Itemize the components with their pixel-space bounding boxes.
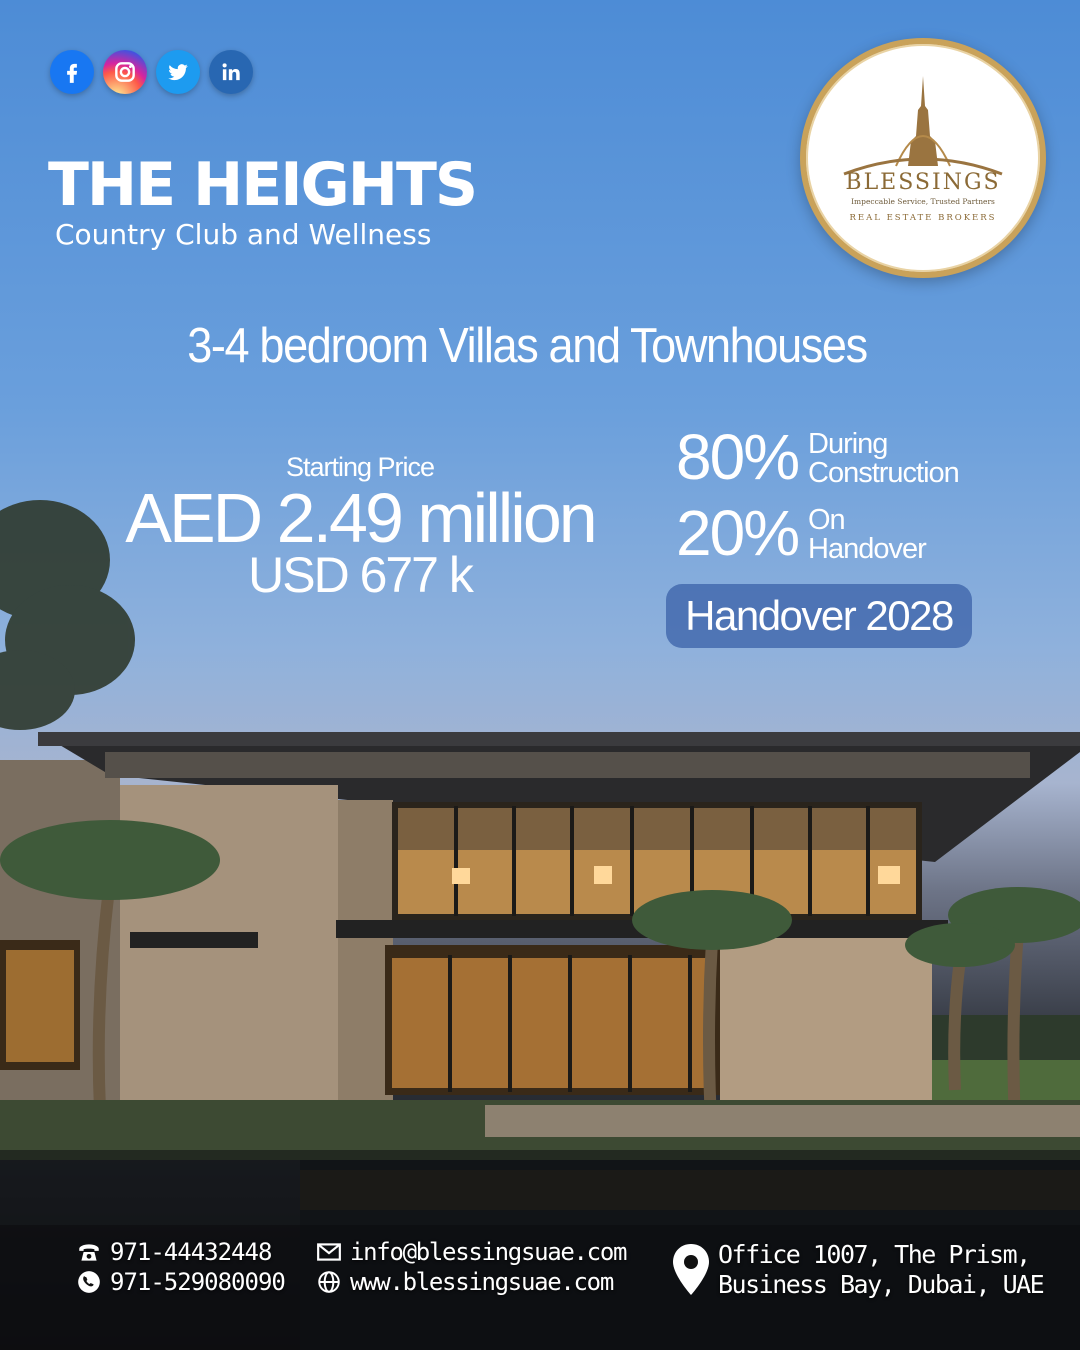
email-address[interactable]: info@blessingsuae.com [350, 1238, 627, 1266]
blessings-logo [800, 38, 1046, 278]
plan-percent-construction: 80% [676, 421, 799, 493]
globe-icon [316, 1269, 342, 1295]
logo-name: BLESSINGS [845, 170, 1001, 195]
phone-row[interactable] [76, 1238, 271, 1266]
location-pin-icon [670, 1242, 712, 1298]
price-aed: AED 2.49 million [125, 479, 595, 557]
project-subtitle: Country Club and Wellness [55, 218, 432, 251]
handover-badge: Handover 2028 [666, 584, 972, 648]
twitter-icon[interactable] [156, 50, 200, 94]
phone-number[interactable]: 971-44432448 [110, 1238, 272, 1266]
address-line: Business Bay, Dubai, UAE [718, 1270, 1044, 1299]
plan-label-handover [808, 506, 926, 564]
starting-price-label: Starting Price [285, 452, 435, 482]
mail-icon [316, 1239, 342, 1265]
plan-percent-handover: 20% [676, 497, 799, 569]
plan-label-construction [808, 430, 959, 488]
headline: 3-4 bedroom Villas and Townhouses [187, 319, 867, 373]
linkedin-icon[interactable] [209, 50, 253, 94]
social-icons [50, 50, 253, 94]
plan-label-line: During [808, 428, 888, 460]
plan-label-line: Construction [808, 457, 959, 489]
logo-tagline: Impeccable Service, Trusted Partners [851, 197, 995, 206]
plan-label-line: On [808, 504, 845, 536]
telephone-icon [76, 1239, 102, 1265]
logo-subline: REAL ESTATE BROKERS [849, 213, 997, 223]
whatsapp-row[interactable] [76, 1268, 285, 1296]
whatsapp-number[interactable]: 971-529080090 [110, 1268, 285, 1296]
plan-label-line: Handover [808, 533, 926, 565]
whatsapp-icon [76, 1269, 102, 1295]
project-title: THE HEIGHTS [48, 150, 477, 220]
price-usd: USD 677 k [248, 547, 472, 603]
address-line: Office 1007, The Prism, [718, 1240, 1030, 1269]
facebook-icon[interactable] [50, 50, 94, 94]
email-row[interactable] [316, 1238, 626, 1266]
burj-logo-icon [826, 66, 1020, 256]
website-row[interactable] [316, 1268, 613, 1296]
office-address [718, 1240, 1043, 1300]
website-url[interactable]: www.blessingsuae.com [350, 1268, 613, 1296]
instagram-icon[interactable] [103, 50, 147, 94]
